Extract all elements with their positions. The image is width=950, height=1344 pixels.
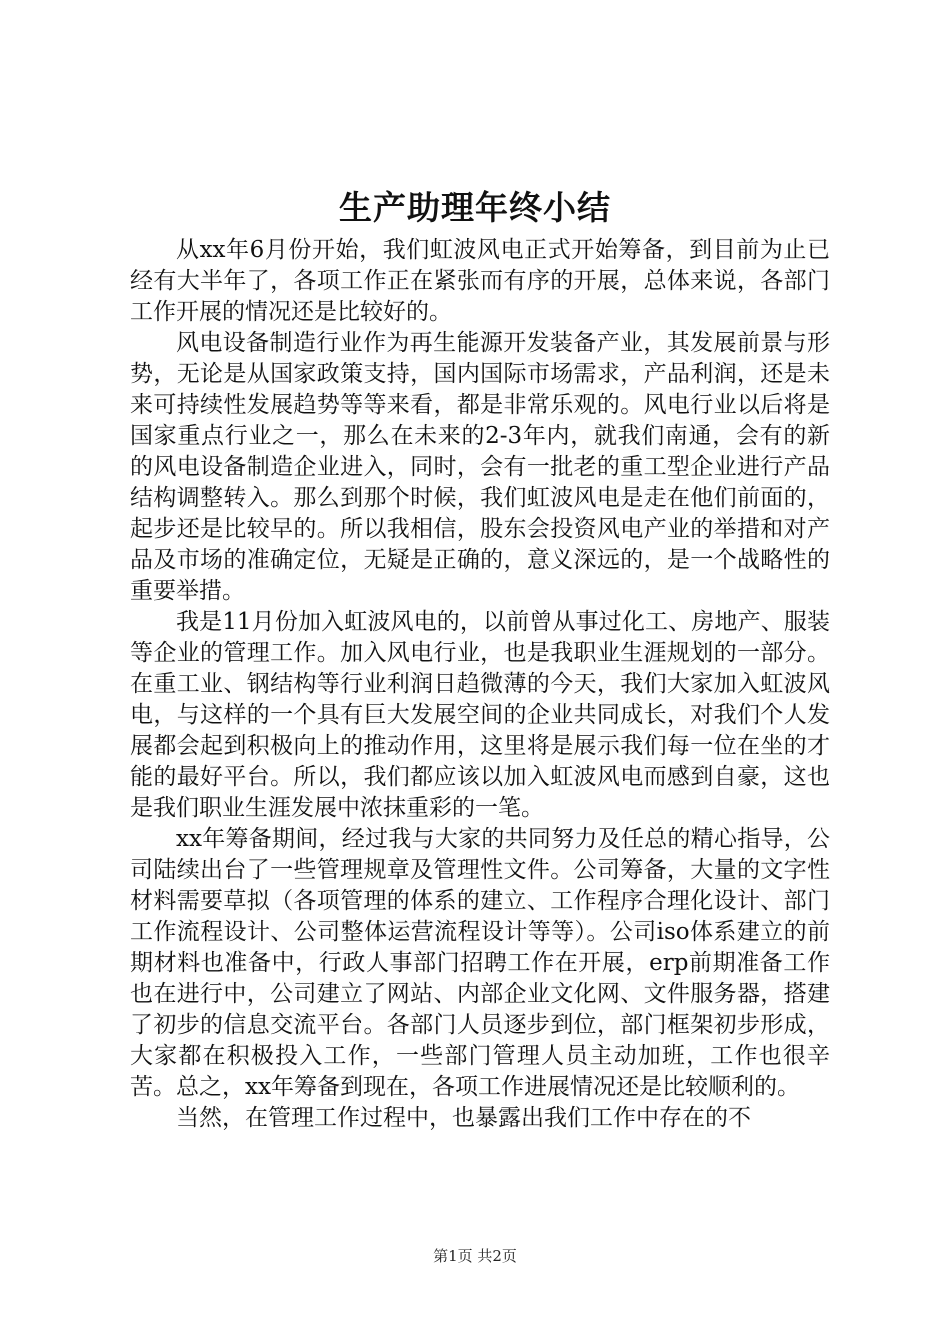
- document-body: [130, 235, 830, 1134]
- page-number-footer: 第1页 共2页: [433, 1247, 517, 1265]
- paragraph-4: xx年筹备期间，经过我与大家的共同努力及任总的精心指导，公司陆续出台了一些管理规章及管理性文件。公司筹备，大量的文字性材料需要草拟（各项管理的体系的建立、工作程序合理化设计、部门工作流程设计、公司整体运营流程设计等等）。公司iso体系建立的前期材料也准备中，行政人事部门招聘工作在开展，erp前期准备工作也在进行中，公司建立了网站、内部企业文化网、文件服务器，搭建了初步的信息交流平台。各部门人员逐步到位，部门框架初步形成，大家都在积极投入工作，一些部门管理人员主动加班，工作也很辛苦。总之，xx年筹备到现在，各项工作进展情况还是比较顺利的。: [130, 826, 830, 1100]
- paragraph-3: 我是11月份加入虹波风电的，以前曾从事过化工、房地产、服装等企业的管理工作。加入风电行业，也是我职业生涯规划的一部分。在重工业、钢结构等行业利润日趋微薄的今天，我们大家加入虹波风电，与这样的一个具有巨大发展空间的企业共同成长，对我们个人发展都会起到积极向上的推动作用，这里将是展示我们每一位在坐的才能的最好平台。所以，我们都应该以加入虹波风电而感到自豪，这也是我们职业生涯发展中浓抹重彩的一笔。: [130, 609, 830, 821]
- document-title: 生产助理年终小结: [339, 188, 611, 227]
- paragraph-5: 当然，在管理工作过程中，也暴露出我们工作中存在的不: [176, 1105, 751, 1131]
- paragraph-1: 从xx年6月份开始，我们虹波风电正式开始筹备，到目前为止已经有大半年了，各项工作正在紧张而有序的开展，总体来说，各部门工作开展的情况还是比较好的。: [130, 237, 830, 325]
- paragraph-2: 风电设备制造行业作为再生能源开发装备产业，其发展前景与形势，无论是从国家政策支持，国内国际市场需求，产品利润，还是未来可持续性发展趋势等等来看，都是非常乐观的。风电行业以后将是国家重点行业之一，那么在未来的2-3年内，就我们南通，会有的新的风电设备制造企业进入，同时，会有一批老的重工型企业进行产品结构调整转入。那么到那个时候，我们虹波风电是走在他们前面的，起步还是比较早的。所以我相信，股东会投资风电产业的举措和对产品及市场的准确定位，无疑是正确的，意义深远的，是一个战略性的重要举措。: [130, 330, 830, 604]
